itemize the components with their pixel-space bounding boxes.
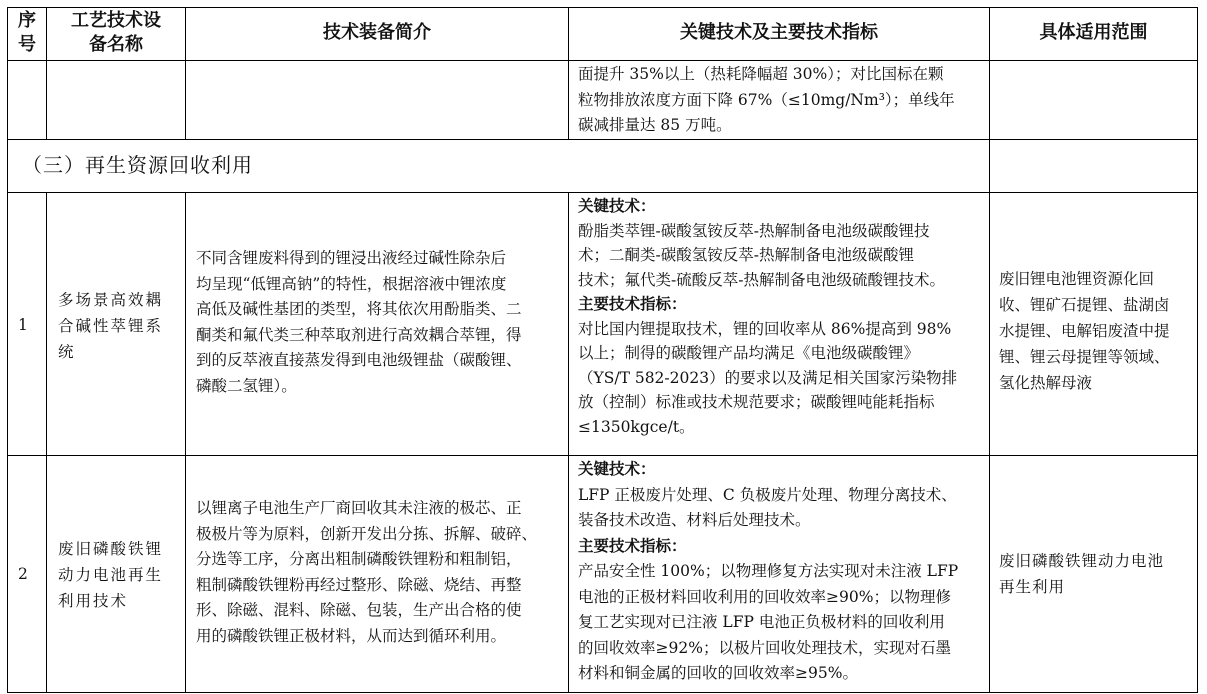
header-seq-line: 序: [18, 10, 36, 31]
text-line: 的回收效率≥92%；以极片回收处理技术，实现对石墨: [578, 638, 951, 657]
header-seq-line: 号: [18, 34, 36, 55]
header-name-line: 备名称: [89, 34, 143, 55]
key-tech-label: 关键技术：: [578, 460, 656, 478]
text-line: 酚脂类萃锂-碳酸氢铵反萃-热解制备电池级碳酸锂技: [578, 221, 930, 240]
header-name-line: 工艺技术设: [71, 10, 161, 31]
text-line: 收、锂矿石提锂、盐湖卤: [999, 296, 1170, 314]
text-line: 再生利用: [999, 578, 1066, 596]
text-line: 废旧锂电池锂资源化回: [999, 270, 1155, 288]
text-line: 以上；制得的碳酸锂产品均满足《电池级碳酸锂》: [578, 344, 920, 362]
column-separator: [46, 192, 47, 693]
text-line: 酮类和氟代类三种萃取剂进行高效耦合萃锂，得: [196, 325, 522, 344]
text-line: 磷酸二氢锂）。: [196, 376, 297, 395]
text-line: 产品安全性 100%；以物理修复方法实现对未注液 LFP: [578, 562, 959, 580]
text-line: 统: [58, 343, 76, 361]
key-tech-label: 关键技术：: [578, 197, 656, 215]
text-line: 材料和铜金属的回收的回收效率≥95%。: [578, 664, 858, 682]
row-tech-name: [58, 536, 180, 614]
text-line: 利用技术: [58, 592, 129, 610]
text-line: 用的磷酸铁锂正极材料，从而达到循环利用。: [196, 626, 507, 645]
row-scope: [999, 548, 1194, 600]
row-tech-name: [58, 287, 180, 365]
text-line: 形、除磁、混料、除磁、包装，生产出合格的使: [196, 601, 522, 619]
text-line: 废旧磷酸铁锂动力电池: [999, 552, 1165, 570]
text-line: 废旧磷酸铁锂: [58, 540, 164, 558]
header-key: 关键技术及主要技术指标: [680, 22, 878, 43]
carryover-text: [578, 62, 983, 139]
text-line: 以锂离子电池生产厂商回收其未注液的极芯、正: [196, 499, 522, 517]
row-seq: 1: [18, 316, 28, 334]
header-name: [47, 9, 185, 57]
text-line: 氢化热解母液: [999, 374, 1093, 392]
text-line: 高低及碱性基团的类型，将其依次用酚脂类、二: [196, 300, 522, 318]
text-line: 面提升 35%以上（热耗降幅超 30%）；对比国标在颗: [578, 65, 944, 83]
header-scope: 具体适用范围: [1039, 22, 1148, 43]
header-seq: [8, 9, 46, 57]
row-key-tech: [578, 457, 986, 687]
row-intro: [196, 496, 562, 649]
text-line: （YS/T 582-2023）的要求以及满足相关国家污染物排: [578, 368, 958, 387]
header-intro: 技术装备简介: [323, 22, 431, 43]
text-line: 对比国内锂提取技术，锂的回收率从 86%提高到 98%: [578, 319, 952, 338]
column-separator: [185, 192, 186, 693]
text-line: ≤1350kgce/t。: [578, 417, 695, 436]
text-line: 到的反萃液直接蒸发得到电池级锂盐（碳酸锂、: [196, 351, 522, 369]
section-title: （三）再生资源回收利用: [22, 153, 253, 177]
column-separator: [989, 7, 990, 693]
text-line: 电池的正极材料回收利用的回收效率≥90%；以物理修: [578, 587, 951, 606]
text-line: 复工艺实现对已注液 LFP 电池正负极材料的回收利用: [578, 613, 945, 631]
text-line: 合碱性萃锂系: [58, 317, 164, 335]
text-line: 锂、锂云母提锂等领域、: [999, 348, 1170, 366]
text-line: 装备技术改造、材料后处理技术。: [578, 511, 811, 529]
row-scope: [999, 266, 1194, 396]
text-line: 不同含锂废料得到的锂浸出液经过碱性除杂后: [196, 249, 507, 267]
text-line: 水提锂、电解铝废渣中提: [999, 322, 1170, 340]
text-line: 粒物排放浓度方面下降 67%（≤10mg/Nm³）；单线年: [578, 90, 955, 109]
row-intro: [196, 246, 562, 399]
text-line: 碳减排量达 85 万吨。: [578, 116, 732, 134]
row-key-tech: [578, 194, 986, 439]
text-line: 分选等工序，分离出粗制磷酸铁锂粉和粗制铝，: [196, 550, 522, 568]
text-line: 粗制磷酸铁锂粉再经过整形、除磁、烧结、再整: [196, 575, 522, 594]
text-line: 多场景高效耦: [58, 291, 164, 309]
text-line: 均呈现“低锂高钠”的特性，根据溶液中锂浓度: [196, 274, 507, 293]
text-line: 术；二酮类-碳酸氢铵反萃-热解制备电池级碳酸锂: [578, 246, 914, 264]
column-separator: [568, 192, 569, 693]
text-line: 技术；氟代类-硫酸反萃-热解制备电池级硫酸锂技术。: [578, 270, 945, 289]
text-line: 动力电池再生: [58, 566, 164, 584]
row-seq: 2: [18, 565, 28, 583]
text-line: 极极片等为原料，创新开发出分拣、拆解、破碎、: [196, 524, 538, 543]
indicator-label: 主要技术指标：: [578, 536, 687, 555]
indicator-label: 主要技术指标：: [578, 295, 687, 313]
text-line: LFP 正极废片处理、C 负极废片处理、物理分离技术、: [578, 485, 957, 504]
text-line: 放（控制）标准或技术规范要求；碳酸锂吨能耗指标: [578, 393, 935, 411]
table-border-right: [1197, 7, 1198, 693]
table-border-left: [7, 7, 8, 693]
